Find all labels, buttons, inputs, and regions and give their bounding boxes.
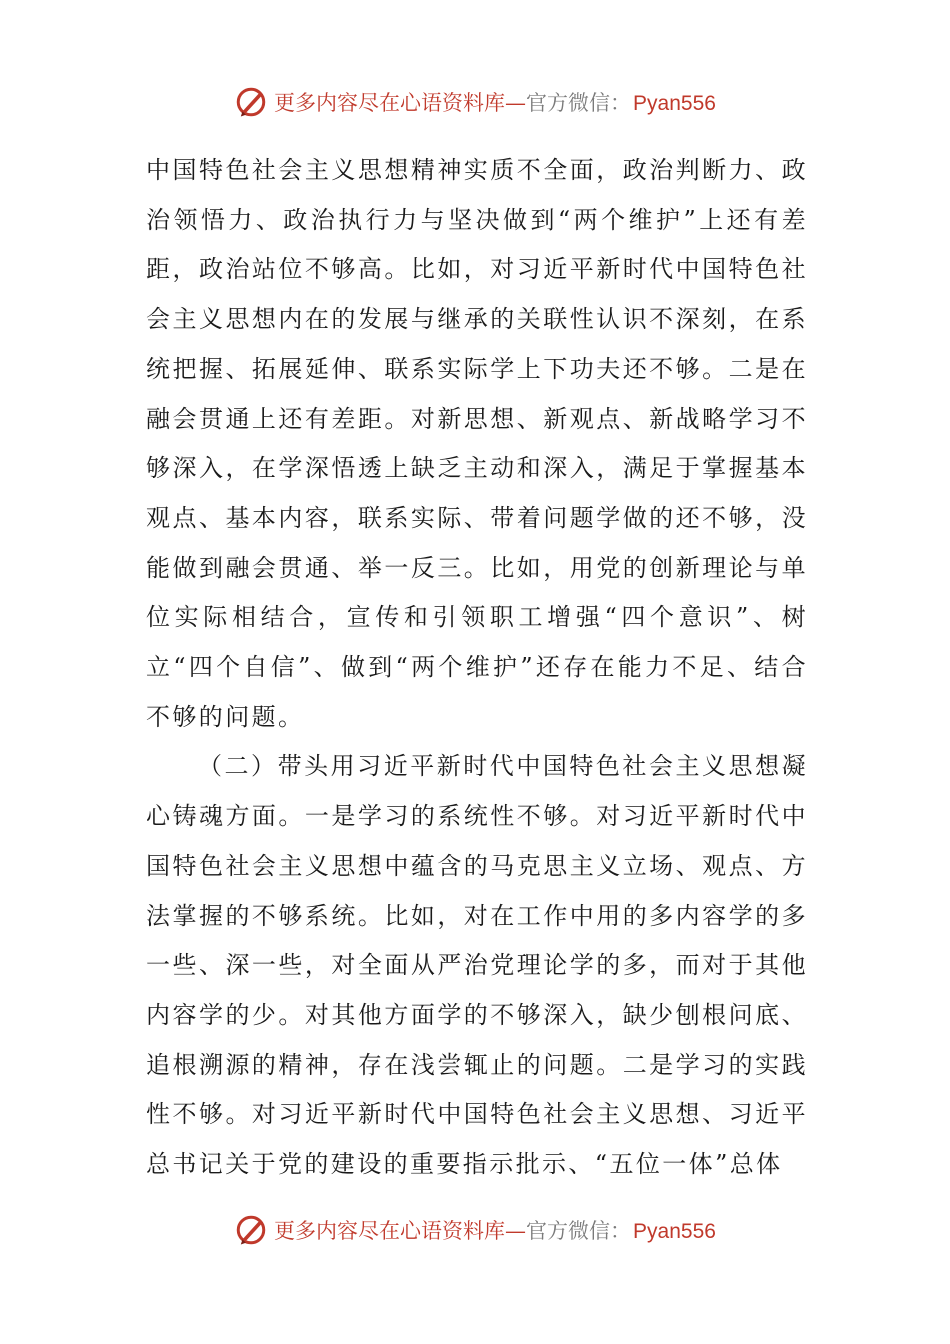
banner-separator: — bbox=[505, 91, 527, 115]
banner-wechat-id: Pyan556 bbox=[633, 92, 716, 115]
header-banner bbox=[0, 80, 950, 124]
body-paragraph-1: 中国特色社会主义思想精神实质不全面，政治判断力、政治领悟力、政治执行力与坚决做到“两个维护”上还有差距，政治站位不够高。比如，对习近平新时代中国特色社会主义思想内在的发展与继承的关联性认识不深刻，在系统把握、拓展延伸、联系实际学上下功夫还不够。二是在融会贯通上还有差距。对新思想、新观点、新战略学习不够深入，在学深悟透上缺乏主动和深入，满足于掌握基本观点、基本内容，联系实际、带着问题学做的还不够，没能做到融会贯通、举一反三。比如，用党的创新理论与单位实际相结合，宣传和引领职工增强“四个意识”、树立“四个自信”、做到“两个维护”还存在能力不足、结合不够的问题。 bbox=[146, 156, 808, 731]
pen-logo-icon bbox=[234, 85, 268, 119]
pen-logo-icon bbox=[234, 1213, 268, 1247]
footer-banner bbox=[0, 1208, 950, 1252]
banner-wechat-label: 官方微信： bbox=[526, 91, 632, 115]
banner-separator: — bbox=[505, 1219, 527, 1243]
banner-brand-text: 更多内容尽在心语资料库 bbox=[274, 91, 506, 115]
banner-wechat-label: 官方微信： bbox=[526, 1219, 632, 1243]
banner-brand-text: 更多内容尽在心语资料库 bbox=[274, 1219, 506, 1243]
banner-wechat-id: Pyan556 bbox=[633, 1220, 716, 1243]
document-body bbox=[146, 146, 808, 1190]
body-paragraph-2: （二）带头用习近平新时代中国特色社会主义思想凝心铸魂方面。一是学习的系统性不够。对习近平新时代中国特色社会主义思想中蕴含的马克思主义立场、观点、方法掌握的不够系统。比如，对在工作中用的多内容学的多一些、深一些，对全面从严治党理论学的多，而对于其他内容学的少。对其他方面学的不够深入，缺少刨根问底、追根溯源的精神，存在浅尝辄止的问题。二是学习的实践性不够。对习近平新时代中国特色社会主义思想、习近平总书记关于党的建设的重要指示批示、“五位一体”总体 bbox=[146, 752, 808, 1179]
